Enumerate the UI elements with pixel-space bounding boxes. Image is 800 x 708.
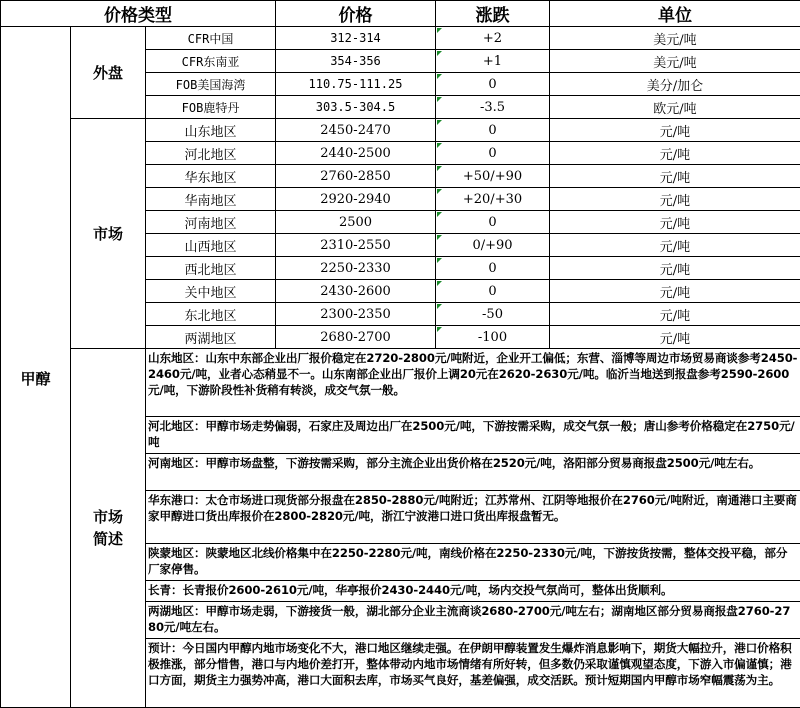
row-change: 0 xyxy=(436,211,550,234)
row-name: 西北地区 xyxy=(146,257,276,280)
row-change: 0 xyxy=(436,119,550,142)
row-unit: 元/吨 xyxy=(550,211,800,234)
row-name: 河南地区 xyxy=(146,211,276,234)
row-price: 354-356 xyxy=(276,50,436,73)
row-price: 2920-2940 xyxy=(276,188,436,211)
table-row xyxy=(1,27,800,50)
header-change: 涨跌 xyxy=(436,1,550,27)
row-unit: 美元/吨 xyxy=(550,50,800,73)
row-price: 303.5-304.5 xyxy=(276,96,436,119)
desc-huadong: 华东港口：太仓市场进口现货部分报盘在2850-2880元/吨附近；江苏常州、江阴等地报价在2760元/吨附近，南通港口主要商家甲醇进口货出库报价在2800-2820元/吨，浙江宁波港口进口货出库报盘暂无。 xyxy=(146,491,800,544)
row-name: 两湖地区 xyxy=(146,326,276,349)
row-name: 华东地区 xyxy=(146,165,276,188)
row-price: 2680-2700 xyxy=(276,326,436,349)
row-unit: 元/吨 xyxy=(550,234,800,257)
header-type: 价格类型 xyxy=(1,1,276,27)
row-unit: 元/吨 xyxy=(550,303,800,326)
row-name: CFR中国 xyxy=(146,27,276,50)
row-change: -50 xyxy=(436,303,550,326)
table-row xyxy=(1,119,800,142)
row-name: 山西地区 xyxy=(146,234,276,257)
row-unit: 元/吨 xyxy=(550,142,800,165)
row-price: 2500 xyxy=(276,211,436,234)
group-desc xyxy=(71,349,146,708)
row-change: 0 xyxy=(436,142,550,165)
desc-row xyxy=(1,349,800,417)
row-price: 110.75-111.25 xyxy=(276,73,436,96)
group-market: 市场 xyxy=(71,119,146,349)
row-unit: 元/吨 xyxy=(550,257,800,280)
desc-henan: 河南地区：甲醇市场盘整，下游按需采购，部分主流企业出货价格在2520元/吨，洛阳部分贸易商报盘2500元/吨左右。 xyxy=(146,454,800,491)
category-cell: 甲醇 xyxy=(1,27,71,708)
row-name: 山东地区 xyxy=(146,119,276,142)
row-unit: 美分/加仑 xyxy=(550,73,800,96)
row-change: +1 xyxy=(436,50,550,73)
group-overseas: 外盘 xyxy=(71,27,146,119)
row-name: FOB美国海湾 xyxy=(146,73,276,96)
row-unit: 元/吨 xyxy=(550,165,800,188)
row-unit: 美元/吨 xyxy=(550,27,800,50)
row-price: 2300-2350 xyxy=(276,303,436,326)
row-unit: 元/吨 xyxy=(550,119,800,142)
row-price: 2250-2330 xyxy=(276,257,436,280)
row-name: CFR东南亚 xyxy=(146,50,276,73)
row-change: 0 xyxy=(436,257,550,280)
row-price: 2430-2600 xyxy=(276,280,436,303)
row-unit: 欧元/吨 xyxy=(550,96,800,119)
desc-shandong: 山东地区：山东中东部企业出厂报价稳定在2720-2800元/吨附近，企业开工偏低；东营、淄博等周边市场贸易商谈参考2450-2460元/吨，业者心态稍显不一。山东南部企业出厂报价上调20元在2620-2630元/吨。临沂当地送到报盘参考2590-2600元/吨，下游阶段性补货稍有转淡，成交气氛一般。 xyxy=(146,349,800,417)
row-change: -100 xyxy=(436,326,550,349)
desc-changqing: 长青：长青报价2600-2610元/吨，华亭报价2430-2440元/吨，场内交投气氛尚可，整体出货顺利。 xyxy=(146,581,800,602)
row-price: 2310-2550 xyxy=(276,234,436,257)
row-change: +2 xyxy=(436,27,550,50)
row-name: 东北地区 xyxy=(146,303,276,326)
row-price: 312-314 xyxy=(276,27,436,50)
row-change: -3.5 xyxy=(436,96,550,119)
row-change: +50/+90 xyxy=(436,165,550,188)
row-change: 0/+90 xyxy=(436,234,550,257)
row-name: 河北地区 xyxy=(146,142,276,165)
header-unit: 单位 xyxy=(550,1,800,27)
row-price: 2450-2470 xyxy=(276,119,436,142)
row-price: 2440-2500 xyxy=(276,142,436,165)
desc-hebei: 河北地区：甲醇市场走势偏弱，石家庄及周边出厂在2500元/吨，下游按需采购，成交气氛一般；唐山参考价格稳定在2750元/吨 xyxy=(146,417,800,454)
row-change: 0 xyxy=(436,280,550,303)
row-change: +20/+30 xyxy=(436,188,550,211)
desc-shanmeng: 陕蒙地区：陕蒙地区北线价格集中在2250-2280元/吨，南线价格在2250-2330元/吨，下游按货按需，整体交投平稳，部分厂家停售。 xyxy=(146,544,800,581)
header-price: 价格 xyxy=(276,1,436,27)
row-name: 华南地区 xyxy=(146,188,276,211)
row-change: 0 xyxy=(436,73,550,96)
row-name: 关中地区 xyxy=(146,280,276,303)
desc-lianghu: 两湖地区：甲醇市场走弱，下游接货一般，湖北部分企业主流商谈2680-2700元/吨左右；湖南地区部分贸易商报盘2760-2780元/吨左右。 xyxy=(146,602,800,639)
row-unit: 元/吨 xyxy=(550,188,800,211)
desc-forecast: 预计：今日国内甲醇内地市场变化不大，港口地区继续走强。在伊朗甲醇装置发生爆炸消息影响下，期货大幅拉升，港口价格积极推涨，部分惜售，港口与内地价差打开，整体带动内地市场情绪有所好转，但多数仍采取谨慎观望态度，下游入市偏谨慎；港口方面，期货主力强势冲高，港口大面积去库，市场买气良好，基差偏强，成交活跃。预计短期国内甲醇市场窄幅震荡为主。 xyxy=(146,639,800,708)
row-unit: 元/吨 xyxy=(550,326,800,349)
row-name: FOB鹿特丹 xyxy=(146,96,276,119)
row-unit: 元/吨 xyxy=(550,280,800,303)
header-row xyxy=(1,1,800,27)
row-price: 2760-2850 xyxy=(276,165,436,188)
group-desc-label: 市场简述 xyxy=(88,506,128,550)
